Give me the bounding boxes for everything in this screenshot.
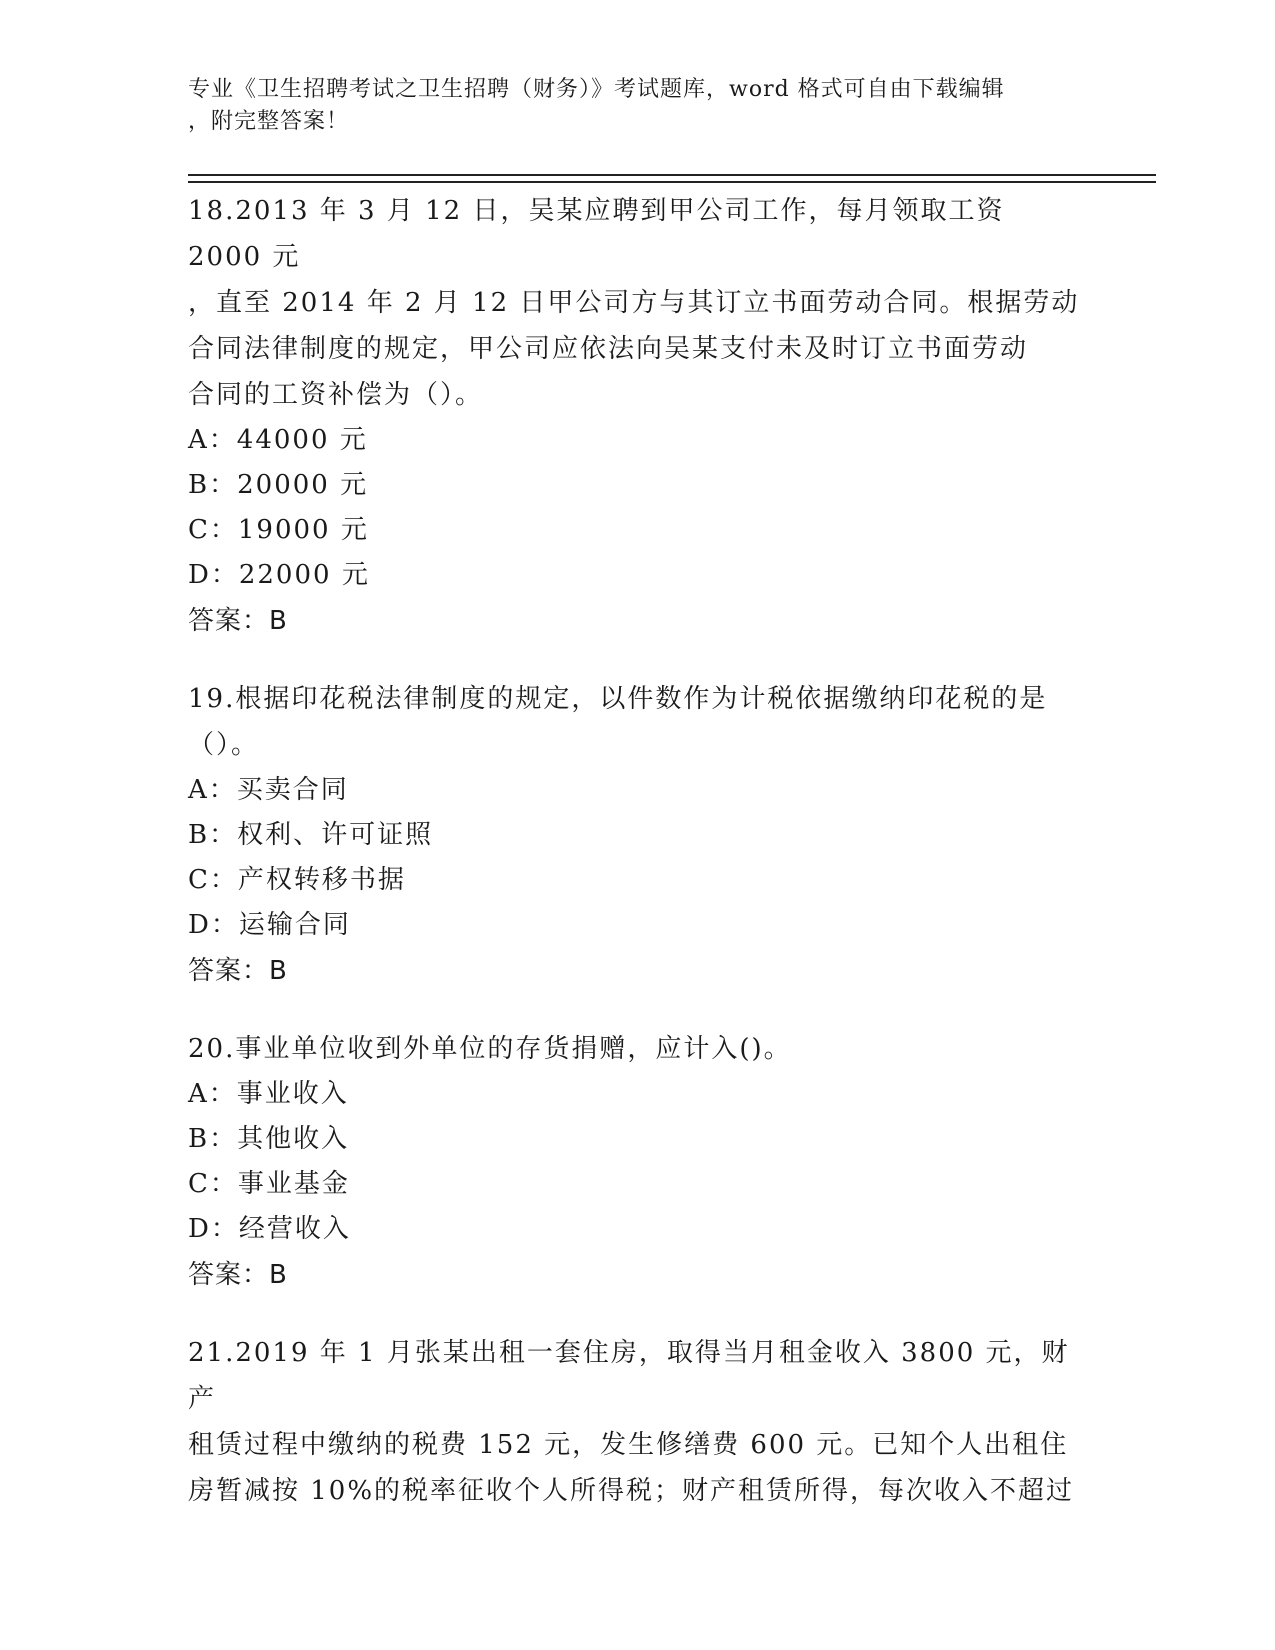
option-d: D：经营收入: [188, 1214, 351, 1244]
question-line: 21.2019 年 1 月张某出租一套住房，取得当月租金收入 3800 元，财产: [188, 1338, 1070, 1414]
question-block-20: [188, 1026, 1088, 1298]
option-b: B：其他收入: [188, 1124, 350, 1154]
answer-text: 答案：B: [188, 956, 288, 986]
option-d: D：运输合同: [188, 910, 351, 940]
option-c: C：产权转移书据: [188, 865, 406, 895]
option-list: [188, 1072, 1088, 1252]
option-b: B：权利、许可证照: [188, 820, 434, 850]
header-line-2: ，附完整答案！: [188, 109, 350, 134]
question-line: （）。: [188, 730, 260, 760]
question-text: [188, 676, 1088, 768]
option-d: D：22000 元: [188, 560, 370, 590]
question-list: [188, 188, 1088, 1514]
answer-text: 答案：B: [188, 606, 288, 636]
option-a: A：买卖合同: [188, 775, 349, 805]
question-line: 合同的工资补偿为（）。: [188, 380, 484, 410]
question-line: 房暂减按 10%的税率征收个人所得税；财产租赁所得，每次收入不超过: [188, 1476, 1075, 1506]
header-divider-top: [188, 174, 1156, 176]
option-c: C：事业基金: [188, 1169, 350, 1199]
question-line: 19.根据印花税法律制度的规定，以件数作为计税依据缴纳印花税的是: [188, 684, 1048, 714]
question-text: [188, 188, 1088, 418]
question-block-19: [188, 676, 1088, 994]
header-line-1: 专业《卫生招聘考试之卫生招聘（财务）》考试题库，word 格式可自由下载编辑: [188, 77, 1005, 102]
question-line: ，直至 2014 年 2 月 12 日甲公司方与其订立书面劳动合同。根据劳动: [188, 288, 1080, 318]
header-divider-bottom: [188, 181, 1156, 183]
question-line: 租赁过程中缴纳的税费 152 元，发生修缮费 600 元。已知个人出租住: [188, 1430, 1069, 1460]
question-line: 20.事业单位收到外单位的存货捐赠，应计入()。: [188, 1034, 792, 1064]
answer-text: 答案：B: [188, 1260, 288, 1290]
question-block-18: [188, 188, 1088, 644]
question-text: [188, 1330, 1088, 1514]
option-list: [188, 418, 1088, 598]
option-c: C：19000 元: [188, 515, 369, 545]
question-block-21: [188, 1330, 1088, 1514]
document-header: [188, 74, 1068, 138]
question-line: 合同法律制度的规定，甲公司应依法向吴某支付未及时订立书面劳动: [188, 334, 1029, 364]
option-a: A：事业收入: [188, 1079, 349, 1109]
question-text: [188, 1026, 1088, 1072]
option-b: B：20000 元: [188, 470, 369, 500]
question-line: 18.2013 年 3 月 12 日，吴某应聘到甲公司工作，每月领取工资 2000 元: [188, 196, 1005, 272]
option-list: [188, 768, 1088, 948]
option-a: A：44000 元: [188, 425, 368, 455]
